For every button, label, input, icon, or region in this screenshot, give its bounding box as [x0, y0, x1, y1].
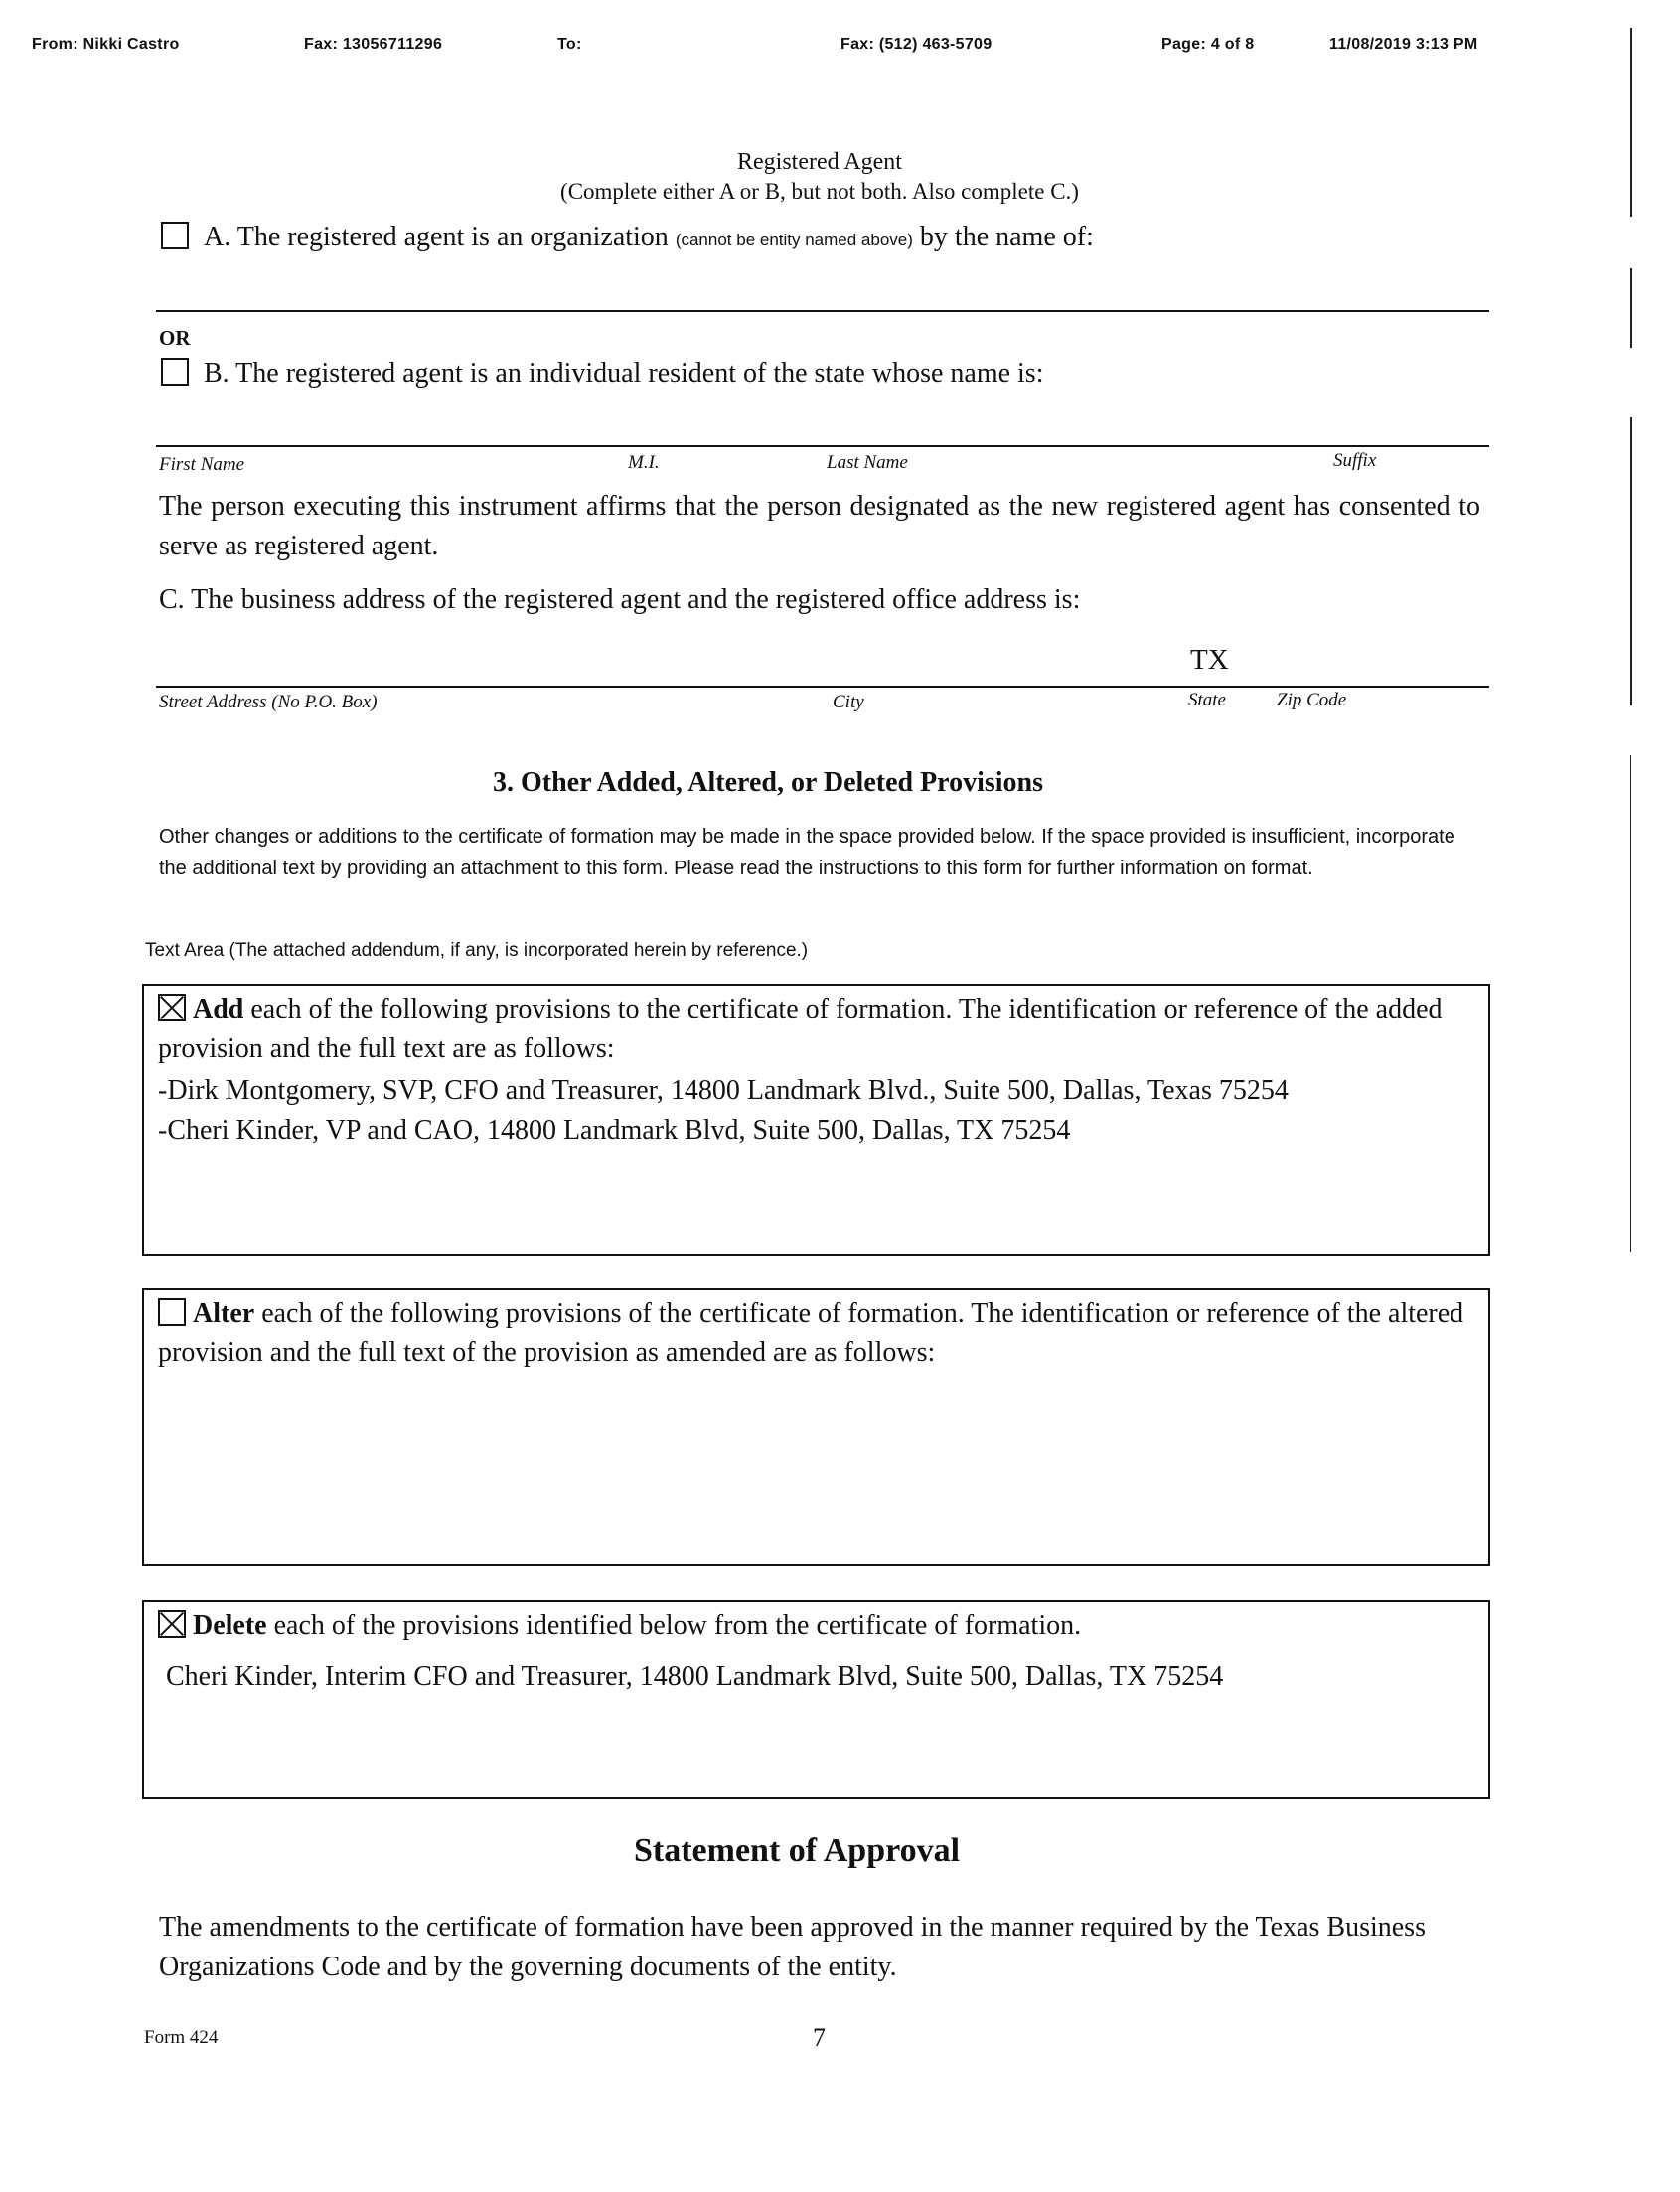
individual-name-line[interactable]	[156, 445, 1489, 447]
add-provisions-instruction	[158, 990, 1469, 1069]
last-name-label: Last Name	[827, 452, 908, 473]
statement-text: The amendments to the certificate of formation have been approved in the manner required by the Texas Business Organizations Code and by the governing documents of the entity.	[159, 1912, 1426, 1982]
add-entry: -Dirk Montgomery, SVP, CFO and Treasurer, 14800 Landmark Blvd., Suite 500, Dallas, Texas 75254	[158, 1075, 1289, 1106]
add-checkbox[interactable]	[158, 994, 186, 1021]
section-3-heading: 3. Other Added, Altered, or Deleted Provisions	[493, 767, 1044, 798]
add-provisions-box[interactable]	[142, 984, 1490, 1256]
state-label: State	[1188, 690, 1226, 710]
add-entry: -Cheri Kinder, VP and CAO, 14800 Landmark Blvd, Suite 500, Dallas, TX 75254	[158, 1115, 1071, 1146]
delete-entry: Cheri Kinder, Interim CFO and Treasurer, 14800 Landmark Blvd, Suite 500, Dallas, TX 75254	[166, 1661, 1224, 1692]
text-area-label: Text Area (The attached addendum, if any, is incorporated herein by reference.)	[145, 940, 809, 961]
fax-to: To:	[557, 36, 582, 53]
fax-from: From: Nikki Castro	[32, 36, 180, 53]
form-number: Form 424	[144, 2027, 219, 2048]
delete-provisions-instruction	[158, 1606, 1081, 1645]
delete-checkbox[interactable]	[158, 1610, 186, 1638]
option-b-label: B. The registered agent is an individual resident of the state whose name is:	[204, 358, 1044, 389]
option-a-label: A. The registered agent is an organization	[204, 222, 669, 252]
alter-keyword: Alter	[193, 1298, 255, 1329]
option-b	[161, 358, 1043, 390]
organization-name-line[interactable]	[156, 310, 1489, 312]
zip-label: Zip Code	[1277, 690, 1347, 710]
first-name-label: First Name	[159, 454, 245, 475]
section-3-intro: Other changes or additions to the certificate of formation may be made in the space provided below. If the space provided is insufficient, incorporate the additional text by providing an attachment to this form. Please read the instructions to this form for further information on format.	[159, 826, 1455, 879]
address-line[interactable]	[156, 686, 1489, 688]
fax-to-number: Fax: (512) 463-5709	[840, 36, 993, 53]
registered-agent-heading: Registered Agent	[737, 149, 902, 175]
option-a-suffix: by the name of:	[919, 222, 1094, 252]
alter-provisions-box[interactable]	[142, 1288, 1490, 1566]
scan-edge	[1630, 268, 1632, 348]
street-label: Street Address (No P.O. Box)	[159, 692, 378, 712]
registered-agent-instruction: (Complete either A or B, but not both. Also complete C.)	[560, 179, 1079, 204]
affirmation-text: The person executing this instrument affirms that the person designated as the new registered agent has consented to serve as registered agent.	[159, 491, 1480, 561]
alter-instruction-text: each of the following provisions of the certificate of formation. The identification or reference of the altered provision and the full text of the provision as amended are as follows:	[158, 1298, 1464, 1368]
alter-provisions-instruction	[158, 1294, 1469, 1373]
option-b-checkbox[interactable]	[161, 358, 189, 386]
scan-edge	[1630, 417, 1632, 705]
add-instruction-text: each of the following provisions to the certificate of formation. The identification or reference of the added provision and the full text are as follows:	[158, 994, 1443, 1064]
delete-instruction-text: each of the provisions identified below from the certificate of formation.	[266, 1610, 1082, 1641]
mi-label: M.I.	[628, 452, 660, 473]
option-a-checkbox[interactable]	[161, 222, 189, 249]
scan-edge	[1630, 755, 1631, 1252]
statement-heading: Statement of Approval	[634, 1832, 961, 1869]
page-number: 7	[813, 2023, 826, 2052]
fax-from-number: Fax: 13056711296	[304, 36, 443, 53]
option-c-label: C. The business address of the registered agent and the registered office address is:	[159, 584, 1081, 615]
alter-checkbox[interactable]	[158, 1298, 186, 1326]
state-value: TX	[1190, 644, 1229, 676]
city-label: City	[833, 692, 864, 712]
option-a-note: (cannot be entity named above)	[675, 231, 913, 249]
fax-datetime: 11/08/2019 3:13 PM	[1329, 36, 1478, 53]
fax-page: Page: 4 of 8	[1161, 36, 1255, 53]
option-a	[161, 222, 1094, 253]
delete-keyword: Delete	[193, 1610, 267, 1641]
or-label: OR	[159, 326, 191, 350]
delete-provisions-box[interactable]	[142, 1600, 1490, 1799]
add-keyword: Add	[193, 994, 244, 1024]
suffix-label: Suffix	[1333, 450, 1377, 471]
